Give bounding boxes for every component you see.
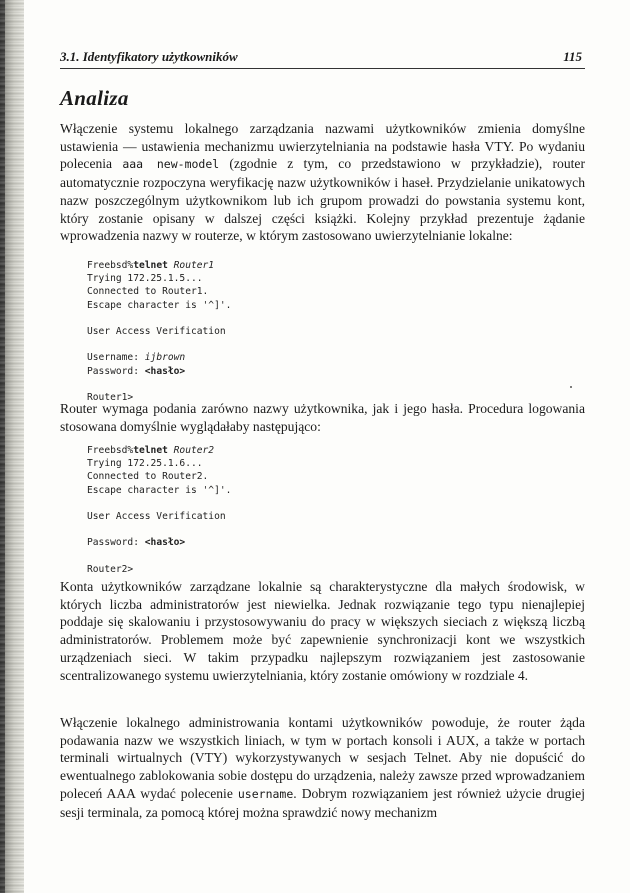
chapter-title: 3.1. Identyfikatory użytkowników (60, 49, 238, 64)
code2-line: Escape character is '^]'. (87, 484, 232, 496)
code1-prompt: Freebsd% (87, 260, 134, 271)
code1-username-value: ijbrown (144, 352, 186, 364)
code2-line: User Access Verification (87, 511, 226, 523)
page-number: 115 (563, 49, 582, 64)
paragraph-4-text-a: Włączenie lokalnego administrowania kontami użytkowników powoduje, że router żąda podawania nazw we wszystkich liniach, w tym w portach konsoli i AUX, a także w portach terminali wirtualnych (VTY) wykorzystywanych w sesjach Telnet. Aby nie dopuścić do ewentualnego zablokowania sobie dostępu do urządzenia, należy zawsze przed wprowadzaniem poleceń AAA wydać polecenie (60, 715, 585, 801)
code1-username-label: Username: (87, 352, 145, 364)
paragraph-1-text-b: (zgodnie z tym, co przedstawiono w przykładzie), router automatycznie rozpoczyna weryfikację nazw użytkowników i haseł. Przydzielanie unikatowych nazw poszczególnym użytkownikom lub ich grupom prowadzi do powstania systemu kont, który zostanie opisany w dalszej części książki. Kolejny przykład prezentuje żądanie wprowadzenia nazwy w routerze, w którym zastosowano uwierzytelnianie lokalne: (60, 156, 585, 244)
code1-command: telnet (133, 260, 168, 271)
paragraph-3: Konta użytkowników zarządzane lokalnie są charakterystyczne dla małych środowisk, w których liczba administratorów jest niewielka. Jednak rozwiązanie tego typu nienajlepiej poddaje się skalowaniu i przystosowywaniu do pracy w większych sieciach z większą liczbą administratorów. Problemem może być zapewnienie synchronizacji kont we wszystkich urządzeniach sieci. W takim przypadku najlepszym rozwiązaniem jest zastosowanie scentralizowanego systemu uwierzytelniania, który zostanie omówiony w rozdziale 4. (60, 579, 585, 683)
stray-mark (570, 386, 572, 388)
paragraph-4 (60, 714, 585, 821)
code1-line: Escape character is '^]'. (87, 299, 232, 311)
code1-password-label: Password: (87, 365, 145, 377)
section-title: Analiza (60, 86, 129, 110)
code1-line: Router1> (87, 392, 134, 404)
code1-line: Trying 172.25.1.5... (87, 273, 203, 285)
code1-line: User Access Verification (87, 326, 226, 338)
inline-command-username: username (237, 786, 294, 801)
code2-command: telnet (133, 445, 168, 456)
code1-line: Connected to Router1. (87, 286, 209, 298)
code2-line: Connected to Router2. (87, 471, 209, 483)
code2-password-value: <hasło> (144, 537, 186, 549)
code2-line: Router2> (87, 563, 134, 575)
code2-password-label: Password: (87, 537, 145, 549)
inline-command-aaa: aaa new-model (122, 157, 220, 172)
code2-line: Trying 172.25.1.6... (87, 458, 203, 470)
code-block-2 (87, 444, 231, 576)
code2-argument: Router2 (173, 445, 215, 456)
paragraph-1-text-a: Włączenie systemu lokalnego zarządzania nazwami użytkowników zmienia domyślne ustawienia — ustawienia mechanizmu uwierzytelniania na podstawie hasła VTY. Po wydaniu polecenia (60, 121, 585, 172)
code-block-1 (87, 259, 231, 404)
code1-password-value: <hasło> (144, 365, 186, 377)
code1-argument: Router1 (173, 260, 215, 271)
running-header (60, 46, 585, 69)
paragraph-1 (60, 120, 585, 245)
code2-prompt: Freebsd% (87, 445, 134, 456)
paragraph-4-text-b: . Dobrym rozwiązaniem jest również użycie drugiej sesji terminala, za pomocą której można sprawdzić nowy mechanizm (60, 785, 585, 820)
book-spine-edge (0, 0, 5, 893)
paragraph-2: Router wymaga podania zarówno nazwy użytkownika, jak i jego hasła. Procedura logowania stosowana domyślnie wyglądałaby następująco: (60, 401, 585, 434)
